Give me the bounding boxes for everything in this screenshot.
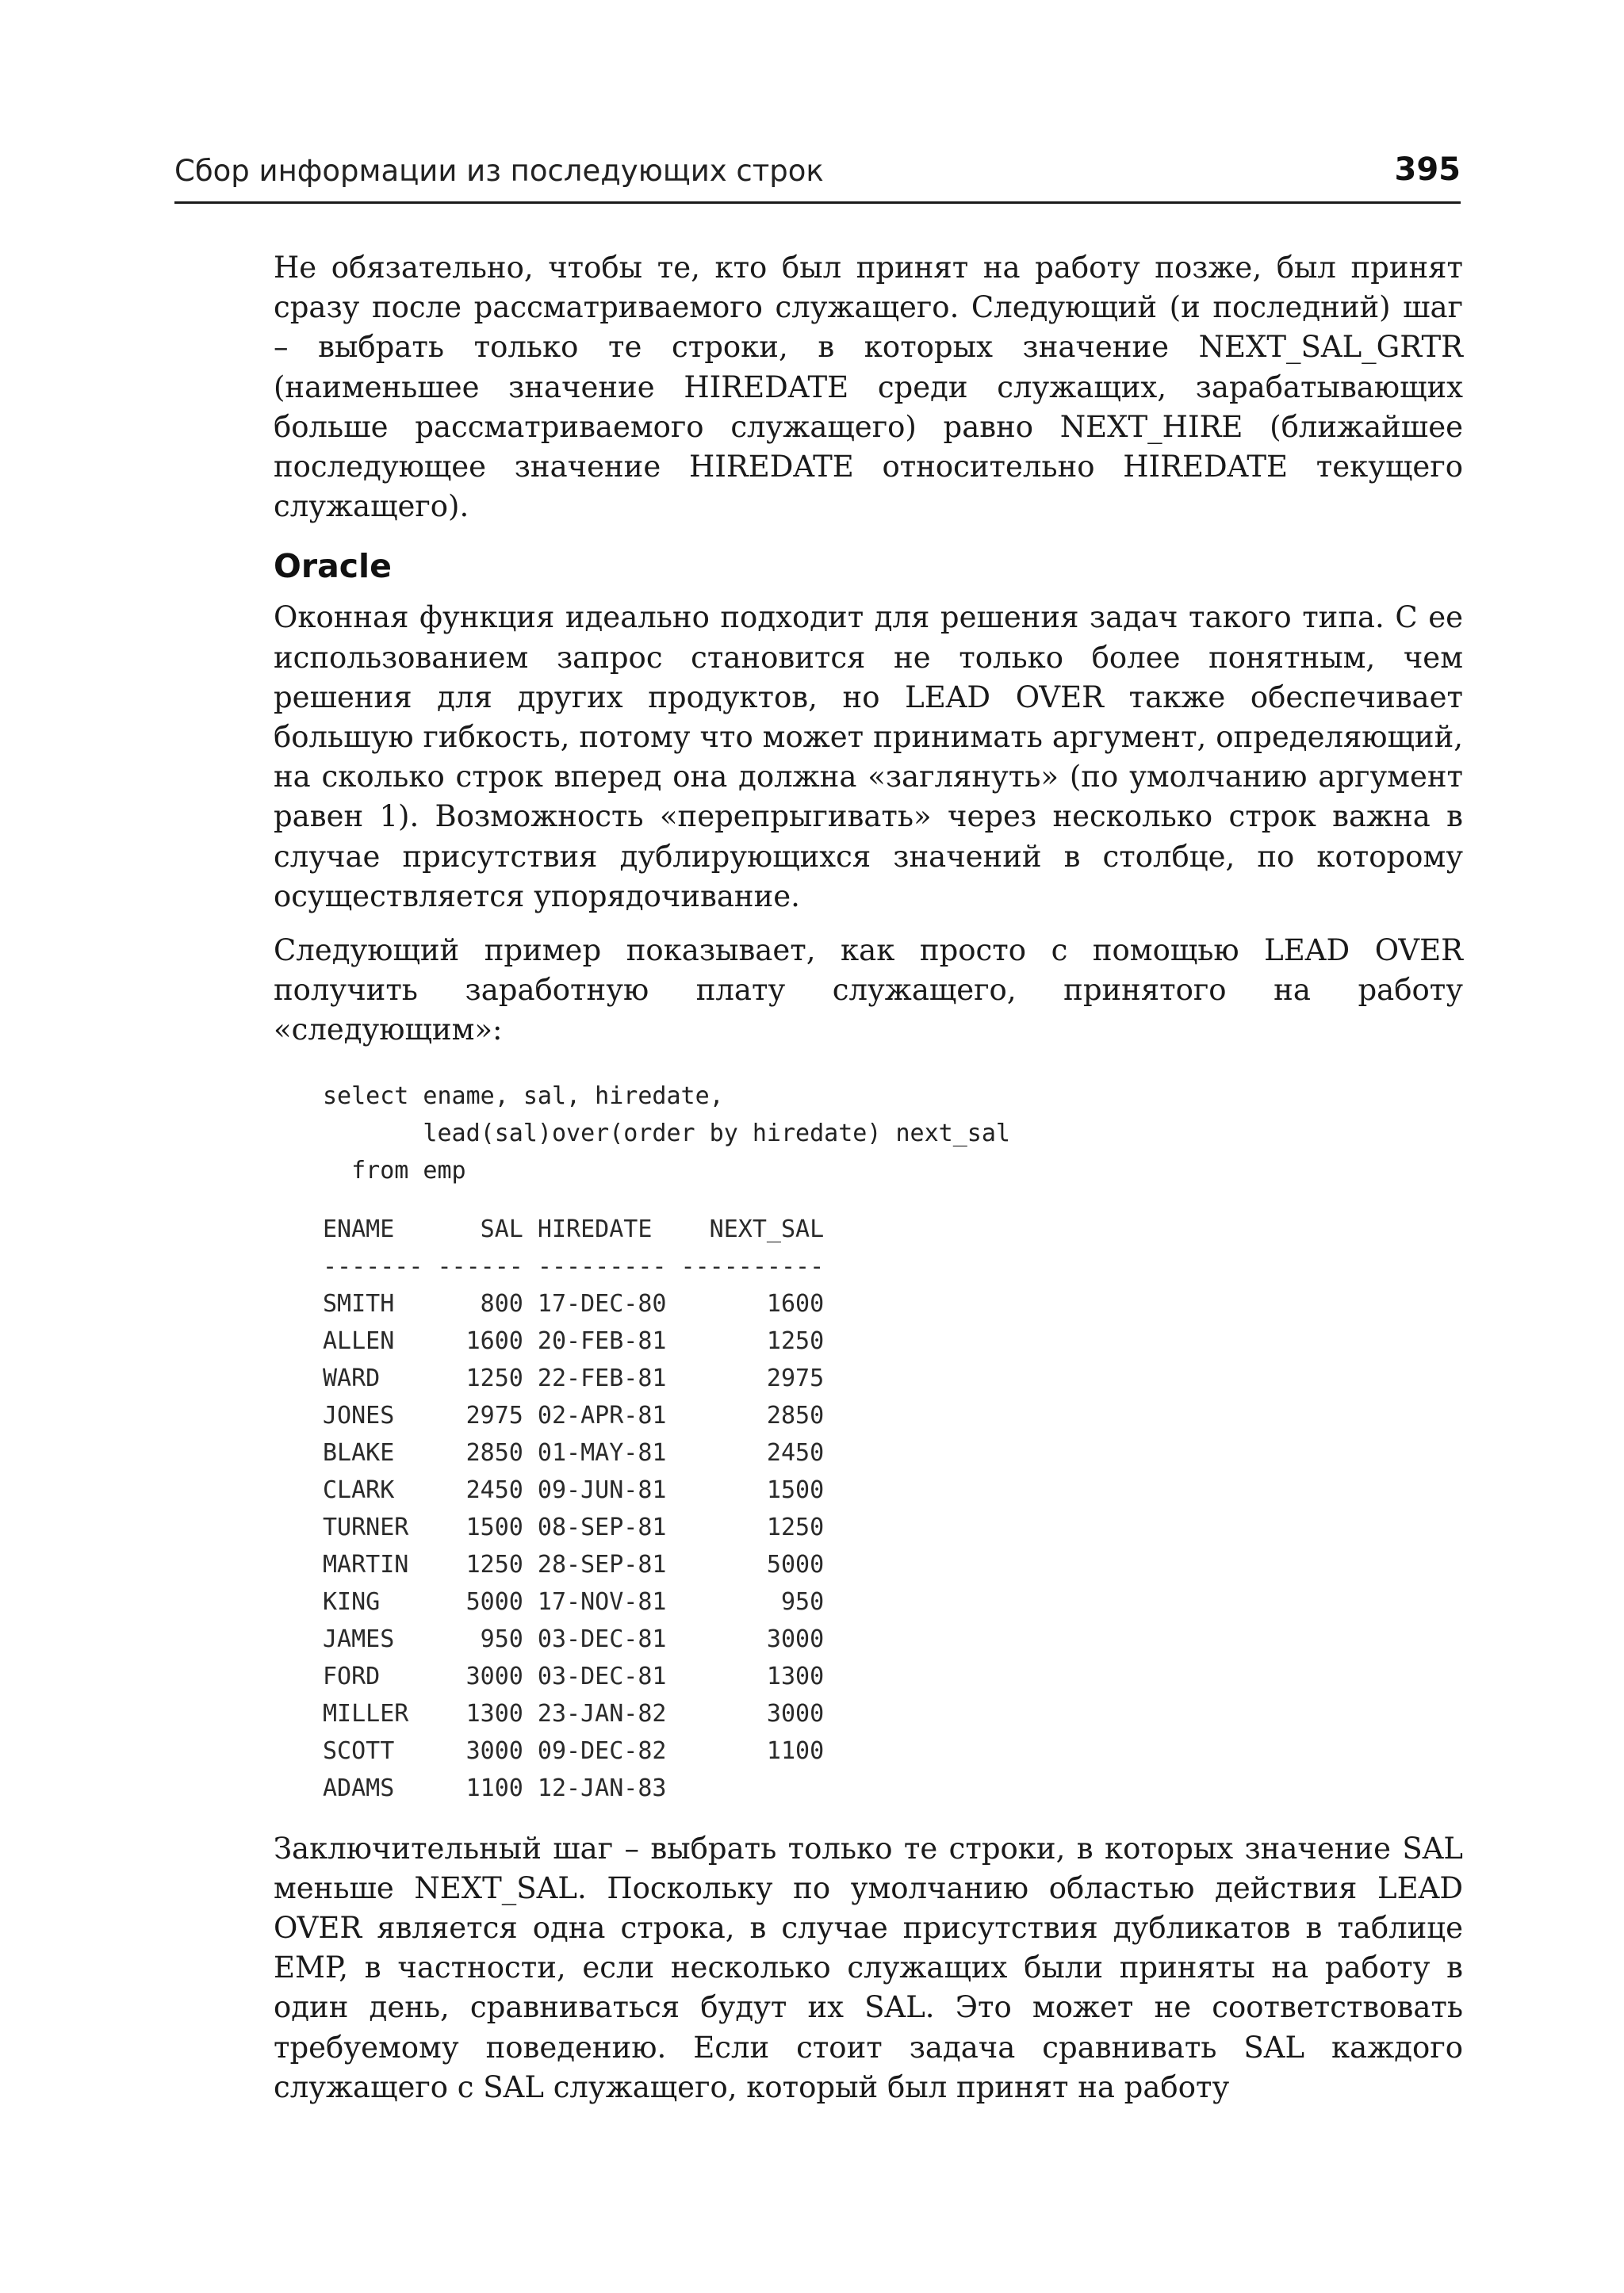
- sql-code-block: [323, 1078, 1463, 1189]
- query-result-block: [323, 1211, 1463, 1807]
- closing-paragraph: Заключительный шаг – выбрать только те строки, в которых значение SAL меньше NEXT_SAL. Поскольку по умолчанию областью действия LEAD OVER является одна строка, в случае присутствия дубликатов в таблице EMP, в частности, если несколько служащих были приняты на работу в один день, сравниваться будут их SAL. Это может не соответствовать требуемому поведению. Если стоит задача сравнивать SAL каждого служащего с SAL служащего, который был принят на работу: [274, 1831, 1463, 2104]
- result-row: MARTIN 1250 28-SEP-81 5000: [323, 1550, 825, 1579]
- oracle-paragraph-2: Следующий пример показывает, как просто с помощью LEAD OVER получить заработную плату служащего, принятого на работу «следующим»:: [274, 933, 1463, 1047]
- section-heading-oracle: Oracle: [274, 547, 392, 586]
- result-row: ADAMS 1100 12-JAN-83: [323, 1774, 667, 1802]
- result-row: ALLEN 1600 20-FEB-81 1250: [323, 1326, 825, 1355]
- page-number: 395: [1394, 151, 1461, 188]
- result-row: JAMES 950 03-DEC-81 3000: [323, 1625, 825, 1653]
- page-body: [274, 248, 1463, 2107]
- code-line: lead(sal)over(order by hiredate) next_sal: [323, 1119, 1010, 1147]
- code-line: select ename, sal, hiredate,: [323, 1081, 724, 1110]
- running-header: [174, 144, 1461, 204]
- result-row: WARD 1250 22-FEB-81 2975: [323, 1364, 825, 1392]
- result-row: MILLER 1300 23-JAN-82 3000: [323, 1699, 825, 1728]
- code-line: from emp: [323, 1156, 466, 1185]
- result-header: ENAME SAL HIREDATE NEXT_SAL: [323, 1215, 825, 1243]
- oracle-paragraph-1: Оконная функция идеально подходит для решения задач такого типа. С ее использованием запрос становится не только более понятным, чем решения для других продуктов, но LEAD OVER также обеспечивает большую гибкость, потому что может принимать аргумент, определяющий, на сколько строк вперед она должна «заглянуть» (по умолчанию аргумент равен 1). Возможность «перепрыгивать» через несколько строк важна в случае присутствия дублирующихся значений в столбце, по которому осуществляется упорядочивание.: [274, 600, 1463, 913]
- result-row: JONES 2975 02-APR-81 2850: [323, 1401, 825, 1430]
- intro-paragraph: Не обязательно, чтобы те, кто был принят на работу позже, был принят сразу после рассматриваемого служащего. Следующий (и последний) шаг – выбрать только те строки, в которых значение NEXT_SAL_GRTR (наименьшее значение HIREDATE среди служащих, зарабатывающих больше рассматриваемого служащего) равно NEXT_HIRE (ближайшее последующее значение HIREDATE относительно HIREDATE текущего служащего).: [274, 251, 1463, 524]
- result-row: SMITH 800 17-DEC-80 1600: [323, 1289, 825, 1318]
- running-title: Сбор информации из последующих строк: [174, 154, 824, 188]
- result-row: TURNER 1500 08-SEP-81 1250: [323, 1513, 825, 1541]
- result-row: BLAKE 2850 01-MAY-81 2450: [323, 1438, 825, 1467]
- result-row: FORD 3000 03-DEC-81 1300: [323, 1662, 825, 1690]
- result-separator: ------- ------ --------- ----------: [323, 1252, 825, 1280]
- result-row: CLARK 2450 09-JUN-81 1500: [323, 1476, 825, 1504]
- result-row: KING 5000 17-NOV-81 950: [323, 1587, 825, 1616]
- result-row: SCOTT 3000 09-DEC-82 1100: [323, 1736, 825, 1765]
